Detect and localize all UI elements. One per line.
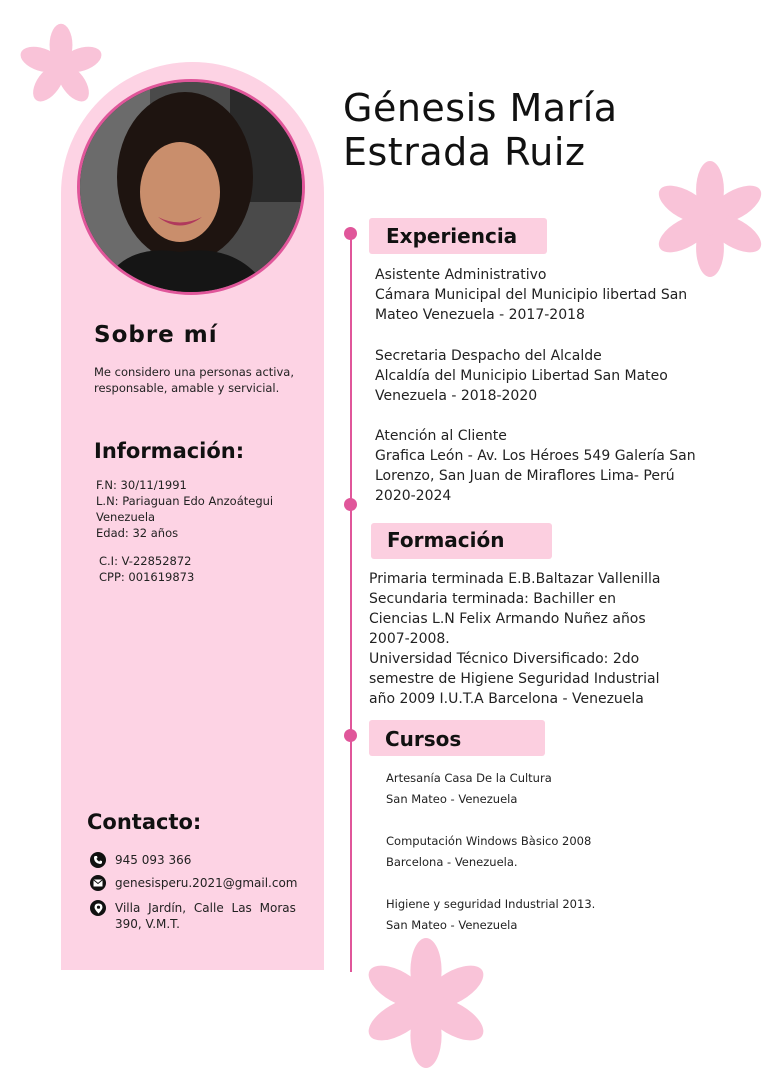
profile-photo-illustration <box>80 82 302 292</box>
job-1-title: Asistente Administrativo <box>375 267 547 283</box>
job-3-place: Grafica León - Av. Los Héroes 549 Galería San <box>375 448 696 464</box>
job-1-dates: Mateo Venezuela - 2017-2018 <box>375 307 585 323</box>
course-item-2 <box>386 831 591 873</box>
contact-address-line1: Villa Jardín, Calle Las Moras <box>115 901 296 915</box>
timeline-dot-courses <box>344 729 357 742</box>
course-1-place: San Mateo - Venezuela <box>386 792 518 806</box>
course-item-1 <box>386 768 552 810</box>
experience-job-3 <box>375 426 750 506</box>
experience-title: Experiencia <box>386 224 518 248</box>
flower-decoration-top-left <box>14 22 108 110</box>
info-age: Edad: 32 años <box>96 526 179 540</box>
experience-job-1 <box>375 265 745 325</box>
about-title: Sobre mí <box>94 322 218 348</box>
education-title: Formación <box>387 528 505 552</box>
course-3-place: San Mateo - Venezuela <box>386 918 518 932</box>
contact-address-row <box>90 900 297 932</box>
job-3-dates: 2020-2024 <box>375 488 452 504</box>
education-line: semestre de Higiene Seguridad Industrial <box>369 671 660 687</box>
timeline-dot-experience <box>344 227 357 240</box>
education-line: Ciencias L.N Felix Armando Nuñez años <box>369 611 646 627</box>
about-text: Me considero una personas activa, responsable, amable y servicial. <box>94 365 295 395</box>
id-list <box>99 553 194 585</box>
job-2-place: Alcaldía del Municipio Libertad San Mateo <box>375 368 668 384</box>
contact-address <box>115 900 297 932</box>
name-line-2: Estrada Ruiz <box>343 130 586 174</box>
education-line: Universidad Técnico Diversificado: 2do <box>369 651 640 667</box>
info-title: Información: <box>94 439 245 463</box>
job-1-place: Cámara Municipal del Municipio libertad San <box>375 287 688 303</box>
education-list <box>369 569 749 709</box>
timeline-dot-education <box>344 498 357 511</box>
contact-email-row <box>90 875 298 891</box>
info-cpp: CPP: 001619873 <box>99 570 195 584</box>
contact-phone-row <box>90 852 191 868</box>
experience-job-2 <box>375 346 745 406</box>
contact-address-line2: 390, V.M.T. <box>115 917 180 931</box>
course-3-name: Higiene y seguridad Industrial 2013. <box>386 897 596 911</box>
info-list <box>96 477 273 541</box>
contact-phone: 945 093 366 <box>115 853 192 867</box>
course-2-place: Barcelona - Venezuela. <box>386 855 518 869</box>
education-line: Primaria terminada E.B.Baltazar Vallenilla <box>369 571 661 587</box>
candidate-name <box>343 86 753 174</box>
course-item-3 <box>386 894 595 936</box>
info-ci: C.I: V-22852872 <box>99 554 192 568</box>
info-birthplace: L.N: Pariaguan Edo Anzoátegui <box>96 494 274 508</box>
job-3-place-cont: Lorenzo, San Juan de Miraflores Lima- Perú <box>375 468 675 484</box>
courses-title: Cursos <box>385 727 462 751</box>
job-2-title: Secretaria Despacho del Alcalde <box>375 348 602 364</box>
info-birthdate: F.N: 30/11/1991 <box>96 478 187 492</box>
education-line: año 2009 I.U.T.A Barcelona - Venezuela <box>369 691 644 707</box>
info-country: Venezuela <box>96 510 156 524</box>
job-2-dates: Venezuela - 2018-2020 <box>375 388 538 404</box>
course-1-name: Artesanía Casa De la Cultura <box>386 771 552 785</box>
phone-icon <box>90 852 106 868</box>
flower-decoration-bottom <box>358 938 494 1068</box>
profile-photo <box>77 79 305 295</box>
education-line: Secundaria terminada: Bachiller en <box>369 591 617 607</box>
name-line-1: Génesis María <box>343 86 618 130</box>
job-3-title: Atención al Cliente <box>375 428 507 444</box>
contact-title: Contacto: <box>87 810 202 834</box>
timeline-line <box>350 232 352 972</box>
contact-email[interactable]: genesisperu.2021@gmail.com <box>115 876 298 890</box>
course-2-name: Computación Windows Bàsico 2008 <box>386 834 592 848</box>
email-icon <box>90 875 106 891</box>
location-pin-icon <box>90 900 106 916</box>
education-line: 2007-2008. <box>369 631 450 647</box>
